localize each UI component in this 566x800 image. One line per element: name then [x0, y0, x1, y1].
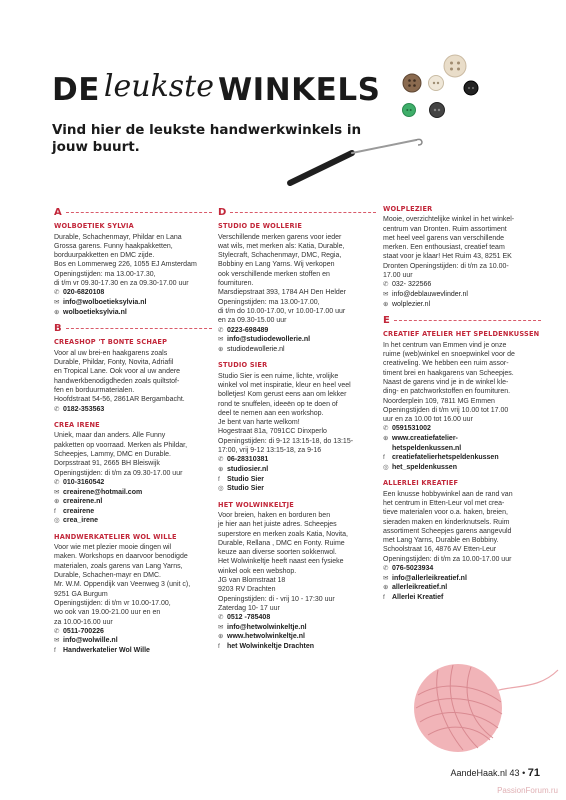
cream-button-icon — [429, 76, 444, 91]
globe-icon: ⊕ — [383, 584, 389, 592]
shop-name: WOLPLEZIER — [383, 205, 433, 213]
email-icon: ✉ — [54, 637, 60, 645]
shop-instagram[interactable]: ◎ crea_irene — [54, 517, 99, 525]
facebook-icon: f — [54, 647, 56, 655]
globe-icon: ⊕ — [383, 435, 389, 443]
shop-name: CREASHOP 'T BONTE SCHAEP — [54, 338, 168, 347]
instagram-icon: ◎ — [218, 485, 224, 493]
yarn-ball-icon — [383, 640, 566, 765]
shop-description: Een knusse hobbywinkel aan de rand van het centrum in Etten-Leur vol met crea- tieve materialen voor o.a. haken, breien, sieraden maken en kinderknutsels. Ruim assortiment Scheepjes garens aangevuld met Lang Yarns, Durable en Bobbiny. Schoolstraat 16, 4876 AV Etten-Leur Openingstijden: di t/m za 10.00-17.00 uur — [383, 490, 513, 563]
facebook-icon: f — [218, 643, 220, 651]
shop-phone: ✆ 0511-700226 — [54, 627, 104, 635]
section-e — [383, 316, 541, 325]
phone-icon: ✆ — [218, 326, 224, 334]
shop-facebook[interactable]: f Studio Sier — [218, 475, 264, 483]
shop-phone: ✆ 0512 -785408 — [218, 614, 271, 622]
shop-website[interactable]: ⊕ www.hetwolwinkeltje.nl — [218, 633, 305, 641]
shop-name: HANDWERKATELIER WOL WILLE — [54, 532, 177, 541]
phone-icon: ✆ — [383, 565, 389, 573]
section-d — [218, 208, 376, 217]
shop-studio-sier — [218, 361, 376, 493]
shop-name: STUDIO DE WOLLERIE — [218, 222, 303, 231]
shop-name: CREA IRENE — [54, 421, 100, 430]
phone-icon: ✆ — [218, 614, 224, 622]
shop-email[interactable]: ✉ info@deblauwevlinder.nl — [383, 290, 468, 298]
beige-button-icon — [444, 55, 466, 77]
phone-icon: ✆ — [54, 478, 60, 486]
shop-website[interactable]: ⊕ wolplezier.nl — [383, 300, 431, 308]
shop-description: Studio Sier is een ruime, lichte, vrolijke winkel vol met inspiratie, kleur en heel veel bolletjes! Kom gerust eens aan om lekker rond te snuffelen, ideeën op te doen of deel te nemen aan een workshop. Je bent van harte welkom! Hogestraat 81a, 7091CC Dinxperlo Openingstijden: di 9-12 13:15-18, do 13:15- 17:00, vrij 9-12 13:15-18, za 9-16 — [218, 372, 354, 455]
shop-phone: ✆ 010-3160542 — [54, 478, 105, 486]
title-script-word: leukste — [103, 69, 214, 104]
shop-phone: ✆ 020-6820108 — [54, 289, 105, 297]
shop-description: Voor breien, haken en borduren ben je hier aan het juiste adres. Scheepjes superstore en merken zoals Katia, Novita, Durable, Rellana , DMC en Fonty. Ruime keuze aan diverse soorten sokkenwol. Het Wolwinkeltje heeft naast een fysieke winkel ook een webshop. JG van Blomstraat 18 9203 RV Drachten Openingstijden: di - vrij 10 - 17:30 uur Zaterdag 10- 17 uur — [218, 511, 348, 612]
shop-crea-irene — [54, 421, 212, 526]
shop-instagram[interactable]: ◎ Studio Sier — [218, 485, 264, 493]
shop-het-speldenkussen — [383, 330, 541, 472]
shop-description: Verschillende merken garens voor ieder wat wils, met merken als: Katia, Durable, Stylecraft, Schachenmayr, DMC, Regia, Bobbiny en Lang Yarns. Wij verkopen ook verschillende merken stoffen en fournituren. Marsdiepstraat 393, 1784 AH Den Helder Openingstijden: ma 13.00-17.00, di t/m do 10.00-17.00, vr 10.00-17.00 uur en za 09.30-15.00 uur — [218, 233, 347, 325]
shop-email[interactable]: ✉ info@wolwille.nl — [54, 637, 118, 645]
title-part-de: DE — [52, 72, 100, 108]
globe-icon: ⊕ — [383, 300, 389, 308]
shop-name: ALLERLEI KREATIEF — [383, 479, 459, 488]
shop-email[interactable]: ✉ creairene@hotmail.com — [54, 488, 143, 496]
shop-name: WOLBOETIEK SYLVIA — [54, 222, 134, 231]
globe-icon: ⊕ — [218, 465, 224, 473]
shop-phone: ✆ 06-28310381 — [218, 456, 269, 464]
shop-wol-wille — [54, 533, 212, 656]
title-part-winkels: WINKELS — [217, 72, 381, 108]
facebook-icon: f — [383, 593, 385, 601]
shop-facebook[interactable]: f creatiefatelierhetspeldenkussen — [383, 454, 499, 462]
shop-website[interactable]: ⊕ studiodewollerie.nl — [218, 345, 285, 353]
shop-description: Uniek, maar dan anders. Alle Funny pakketten op voorraad. Merken als Phildar, Scheepjes, Lammy, DMC en Durable. Dorpsstraat 91, 2665 BH Bleiswijk Openingstijden: di t/m za 09.30-17.00 uur — [54, 432, 188, 477]
email-icon: ✉ — [54, 488, 60, 496]
shop-creashop — [54, 338, 212, 414]
page-footer — [451, 767, 541, 779]
facebook-icon: f — [54, 507, 56, 515]
grey-button-icon — [430, 103, 445, 118]
email-icon: ✉ — [218, 623, 224, 631]
shop-name: HET WOLWINKELTJE — [218, 500, 295, 509]
globe-icon: ⊕ — [54, 308, 60, 316]
shop-studio-de-wollerie — [218, 222, 376, 354]
shop-allerlei-kreatief — [383, 479, 541, 602]
shop-phone: ✆ 0182-353563 — [54, 405, 105, 413]
crochet-hook-icon — [282, 135, 427, 190]
section-letter: D — [218, 207, 227, 218]
shop-website[interactable]: ⊕ www.creatiefatelier- hetspeldenkussen.nl — [383, 435, 462, 452]
black-button-icon — [464, 81, 478, 95]
shop-description: Mooie, overzichtelijke winkel in het winkel- centrum van Dronten. Ruim assortiment met heel veel garens van verschillende merken. Een enthousiast, creatief team staat voor je klaar! Het Ruim 43, 8251 EK Dronten Openingstijden: di t/m za 10.00- 17.00 uur — [383, 216, 515, 280]
phone-icon: ✆ — [218, 456, 224, 464]
facebook-icon: f — [383, 454, 385, 462]
section-letter: E — [383, 315, 390, 327]
shop-website[interactable]: ⊕ allerleikreatief.nl — [383, 584, 448, 592]
email-icon: ✉ — [54, 298, 60, 306]
instagram-icon: ◎ — [54, 517, 60, 525]
footer-bullet: • — [522, 768, 526, 778]
page-title — [52, 69, 381, 108]
buttons-decoration — [395, 52, 485, 127]
shop-email[interactable]: ✉ info@hetwolwinkeltje.nl — [218, 623, 307, 631]
shop-description: Durable, Schachenmayr, Phildar en Lana Grossa garens. Funny haakpakketten, borduurpakketten en DMC zijde. Bos en Lommerweg 226, 1055 EJ Amsterdam Openingstijden: ma 13.00-17.30, di t/m vr 09.30-17.30 en za 09.30-17.00 uur — [54, 233, 197, 288]
phone-icon: ✆ — [383, 425, 389, 433]
globe-icon: ⊕ — [54, 498, 60, 506]
column-2 — [218, 205, 376, 659]
phone-icon: ✆ — [54, 405, 60, 413]
magazine-name: AandeHaak.nl 43 — [450, 768, 520, 778]
green-button-icon — [403, 104, 416, 117]
section-letter: B — [54, 323, 62, 335]
shop-description: Voor al uw brei-en haakgarens zoals Durable, Phildar, Fonty, Novita, Adriafil en Tropical Lane. Ook voor al uw andere handwerkbenodigdheden zoals quiltstof- fen en borduurmaterialen. Hoofdstraat 54-56, 2861AR Bergambacht. — [54, 349, 185, 404]
shop-wolboetiek-sylvia — [54, 222, 212, 317]
facebook-icon: f — [218, 475, 220, 483]
globe-icon: ⊕ — [218, 345, 224, 353]
shop-facebook[interactable]: f het Wolwinkeltje Drachten — [218, 643, 314, 651]
shop-facebook[interactable]: f Handwerkatelier Wol Wille — [54, 647, 150, 655]
section-a — [54, 208, 212, 217]
email-icon: ✉ — [218, 336, 224, 344]
column-1 — [54, 205, 212, 663]
shop-phone: ✆ 0591531002 — [383, 425, 431, 433]
shop-facebook[interactable]: f Allerlei Kreatief — [383, 593, 444, 601]
email-icon: ✉ — [383, 290, 389, 298]
shop-website[interactable]: ⊕ wolboetieksylvia.nl — [54, 308, 127, 316]
shop-phone: ✆ 0223-698489 — [218, 326, 269, 334]
email-icon: ✉ — [383, 574, 389, 582]
instagram-icon: ◎ — [383, 463, 389, 471]
globe-icon: ⊕ — [218, 633, 224, 641]
shop-website[interactable]: ⊕ creairene.nl — [54, 498, 103, 506]
shop-phone: ✆ 076-5023934 — [383, 565, 434, 573]
section-letter: A — [54, 207, 62, 218]
page-number: 71 — [527, 767, 540, 779]
shop-wolplezier — [383, 205, 541, 309]
column-3 — [383, 205, 541, 609]
shop-website[interactable]: ⊕ studiosier.nl — [218, 465, 269, 473]
shop-description: Voor wie met plezier mooie dingen wil maken. Workshops en daarvoor benodigde materialen, zoals garens van Lang Yarns, Durable, Schachen-mayr en DMC. Mr. W.M. Oppendijk van Veenweg 3 (unit c), 9251 GA Burgum Openingstijden: di t/m vr 10.00-17.00, wo ook van 19.00-21.00 uur en en za 10.00-16.00 uur — [54, 544, 191, 626]
page-subtitle: Vind hier de leukste handwerkwinkels in jouw buurt. — [52, 122, 362, 155]
shop-facebook[interactable]: f creairene — [54, 507, 95, 515]
shop-email[interactable]: ✉ info@wolboetieksylvia.nl — [54, 298, 147, 306]
phone-icon: ✆ — [54, 627, 60, 635]
phone-icon: ✆ — [54, 289, 60, 297]
phone-icon: ✆ — [383, 281, 389, 289]
section-b — [54, 324, 212, 333]
shop-name: STUDIO SIER — [218, 361, 268, 370]
shop-name: CREATIEF ATELIER HET SPELDENKUSSEN — [383, 330, 540, 339]
shop-email[interactable]: ✉ info@allerleikreatief.nl — [383, 574, 467, 582]
shop-het-wolwinkeltje — [218, 501, 376, 652]
shop-instagram[interactable]: ◎ het_speldenkussen — [383, 463, 457, 471]
watermark: PassionForum.ru — [497, 786, 558, 795]
brown-button-icon — [403, 74, 421, 92]
shop-phone: ✆ 032- 322566 — [383, 281, 432, 289]
shop-email[interactable]: ✉ info@studiodewollerie.nl — [218, 336, 311, 344]
shop-description: In het centrum van Emmen vind je onze ruime (web)winkel en snoepwinkel voor de creativeling. We hebben een ruim assor- timent brei en haakgarens van Scheepjes. Naast de garens vind je in de winkel kle- ding- en patchworkstoffen en fournituren. Noorderplein 109, 7811 MG Emmen Openingstijden di t/m vrij 10.00 tot 17.00 uur en za 10.00 tot 16.00 uur — [383, 341, 515, 424]
